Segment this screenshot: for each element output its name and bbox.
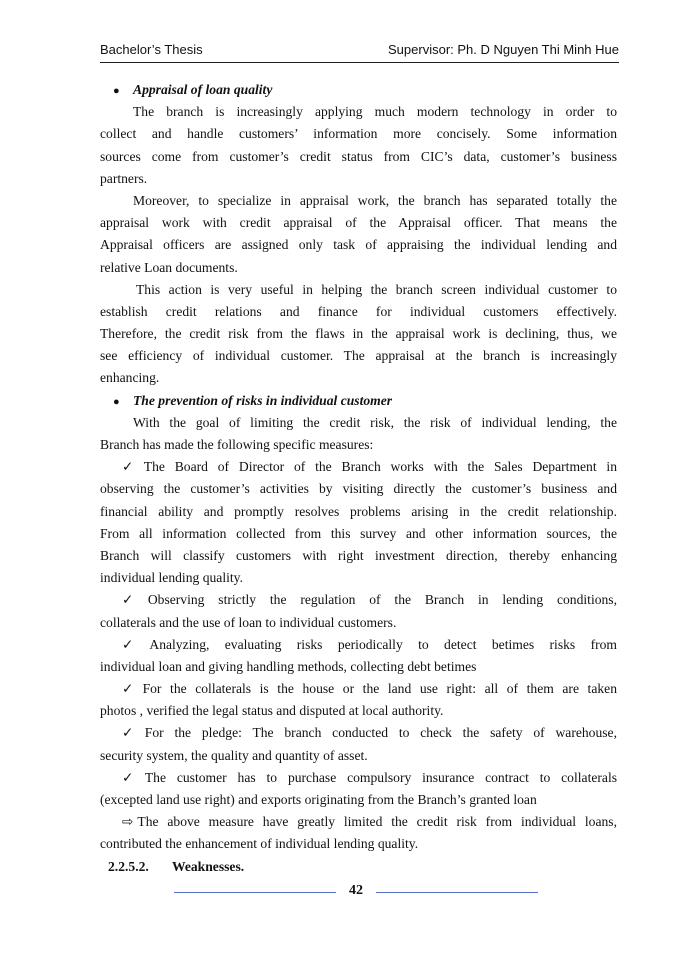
text-line: Appraisal officers are assigned only task of appraising the individual lending and	[100, 237, 617, 253]
text-line: sources come from customer’s credit status from CIC’s data, customer’s business	[100, 148, 617, 164]
section-heading	[100, 856, 617, 878]
page-footer	[0, 878, 700, 908]
check-icon: ✓	[122, 459, 140, 475]
check-icon: ✓	[122, 592, 144, 608]
text-line: security system, the quality and quantity of asset.	[100, 747, 368, 763]
check-icon: ✓	[122, 725, 141, 741]
bullet-icon: ●	[113, 85, 120, 97]
text-line: Therefore, the credit risk from the flaws in the appraisal work is declining, thus, we	[100, 326, 617, 342]
section-number: 2.2.5.2.	[108, 858, 149, 874]
page-number: 42	[349, 883, 363, 898]
section-title: Weaknesses.	[172, 858, 245, 874]
check-icon: ✓	[122, 681, 139, 697]
arrow-right-icon: ⇨	[122, 814, 134, 830]
checklist-item: ✓ For the pledge: The branch conducted to check the safety of warehouse,	[122, 725, 617, 741]
bullet-heading-appraisal: ● Appraisal of loan quality	[100, 79, 617, 101]
check-icon: ✓	[122, 769, 141, 785]
text-line: individual lending quality.	[100, 570, 243, 586]
text-line: photos , verified the legal status and disputed at local authority.	[100, 703, 444, 719]
text-line: relative Loan documents.	[100, 259, 238, 275]
text-line: establish credit relations and finance for individual customers effectively.	[100, 303, 617, 319]
checklist-item: ✓ Observing strictly the regulation of the Branch in lending conditions,	[122, 592, 617, 608]
text-line: financial ability and promptly resolves problems arising in the credit relationship.	[100, 503, 617, 519]
footer-rule-left	[174, 892, 336, 893]
text-line: collect and handle customers’ information more concisely. Some information	[100, 126, 617, 142]
text-line: contributed the enhancement of individual lending quality.	[100, 836, 419, 852]
footer-rule-right	[376, 892, 538, 893]
conclusion-item: ⇨ The above measure have greatly limited the credit risk from individual loans,	[122, 814, 617, 830]
text-line: enhancing.	[100, 370, 160, 386]
text-line: From all information collected from this survey and other information sources, the	[100, 525, 617, 541]
text-line: With the goal of limiting the credit risk, the risk of individual lending, the	[133, 414, 617, 430]
checklist-item: ✓ Analyzing, evaluating risks periodically to detect betimes risks from	[122, 636, 618, 652]
text-line: collaterals and the use of loan to individual customers.	[100, 614, 397, 630]
text-line: individual loan and giving handling methods, collecting debt betimes	[100, 658, 477, 674]
text-line: This action is very useful in helping the branch screen individual customer to	[136, 281, 617, 297]
checklist-item: ✓ For the collaterals is the house or the land use right: all of them are taken	[122, 681, 617, 697]
check-icon: ✓	[122, 636, 146, 652]
text-line: partners.	[100, 170, 148, 186]
text-line: The branch is increasingly applying much modern technology in order to	[133, 104, 617, 120]
text-line: Moreover, to specialize in appraisal work, the branch has separated totally the	[133, 192, 617, 208]
page-body	[100, 79, 617, 878]
checklist-item: ✓ The customer has to purchase compulsory insurance contract to collaterals	[122, 769, 618, 785]
bullet-icon: ●	[113, 395, 120, 408]
page-header	[100, 40, 619, 63]
text-line: (excepted land use right) and exports originating from the Branch’s granted loan	[100, 792, 537, 807]
bullet-heading-prevention: ● The prevention of risks in individual customer	[100, 390, 617, 412]
text-line: Branch has made the following specific measures:	[100, 437, 374, 452]
text-line: Branch will classify customers with right investment direction, thereby enhancing	[100, 547, 617, 563]
text-line: observing the customer’s activities by visiting directly the customer’s business and	[100, 481, 617, 497]
text-line: appraisal work with credit appraisal of the Appraisal officer. That means the	[100, 215, 617, 231]
header-supervisor: Supervisor: Ph. D Nguyen Thi Minh Hue	[388, 42, 619, 57]
text-line: see efficiency of individual customer. The appraisal at the branch is increasingly	[100, 348, 617, 364]
header-thesis-title: Bachelor’s Thesis	[100, 42, 203, 57]
checklist-item: ✓ The Board of Director of the Branch works with the Sales Department in	[122, 459, 617, 475]
